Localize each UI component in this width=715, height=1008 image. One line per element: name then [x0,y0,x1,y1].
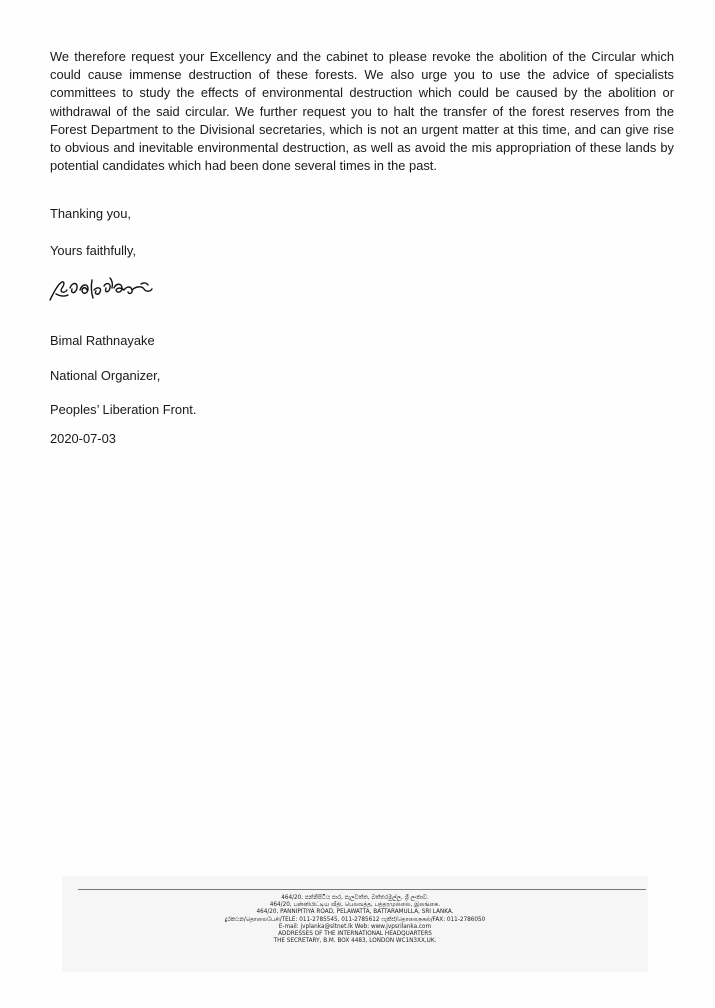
footer-email-web: E-mail: jvplanka@sltnet.lk Web: www.jvpsrilanka.com [278,922,432,930]
footer-address-english: 464/20, PANNIPITIYA ROAD, PELAWATTA, BATTARAMULLA, SRI LANKA. [256,908,454,916]
closing-thanks: Thanking you, [50,206,131,221]
footer-intl-heading: ADDRESSES OF THE INTERNATIONAL HEADQUARTERS [278,930,432,938]
signer-organization: Peoples’ Liberation Front. [50,402,197,417]
closing-regards: Yours faithfully, [50,243,136,258]
footer-address-sinhala: 464/20, පන්නිපිටිය පාර, පැලවත්ත, බත්තරමුල්ල, ශ්‍රී ලංකාව. [281,894,429,901]
signer-name: Bimal Rathnayake [50,333,155,348]
letter-date: 2020-07-03 [50,431,116,446]
footer-address-tamil: 464/20, பன்னிபிட்டிய வீதி, பெலவத்த, பத்தரமுல்லை, இலங்கை. [269,901,441,909]
handwritten-signature [44,270,164,310]
footer-intl-address: THE SECRETARY, B.M. BOX 4483, LONDON WC1N3XX,UK. [273,937,437,945]
footer-phone-fax: දුරකථන/தொலைபேசி/TELE: 011-2785545, 011-2785612 ෆැක්ස්/தொலைநகல்/FAX: 011-2786050 [224,915,486,923]
letter-body-paragraph: We therefore request your Excellency and the cabinet to please revoke the abolition of the Circular which could cause immense destruction of these forests. We also urge you to use the advice of specialists committees to study the effects of environmental destruction which could be caused by the abolition or withdrawal of the said circular. We further request you to halt the transfer of the forest reserves from the Forest Department to the Divisional secretaries, which is not an urgent matter at this time, and can give rise to obvious and inevitable environmental destruction, as well as avoid the mis appropriation of these lands by potential candidates which had been done several times in the past. [50,49,674,174]
footer-divider [78,889,646,890]
letterhead-footer [77,894,634,944]
signer-title: National Organizer, [50,368,161,383]
